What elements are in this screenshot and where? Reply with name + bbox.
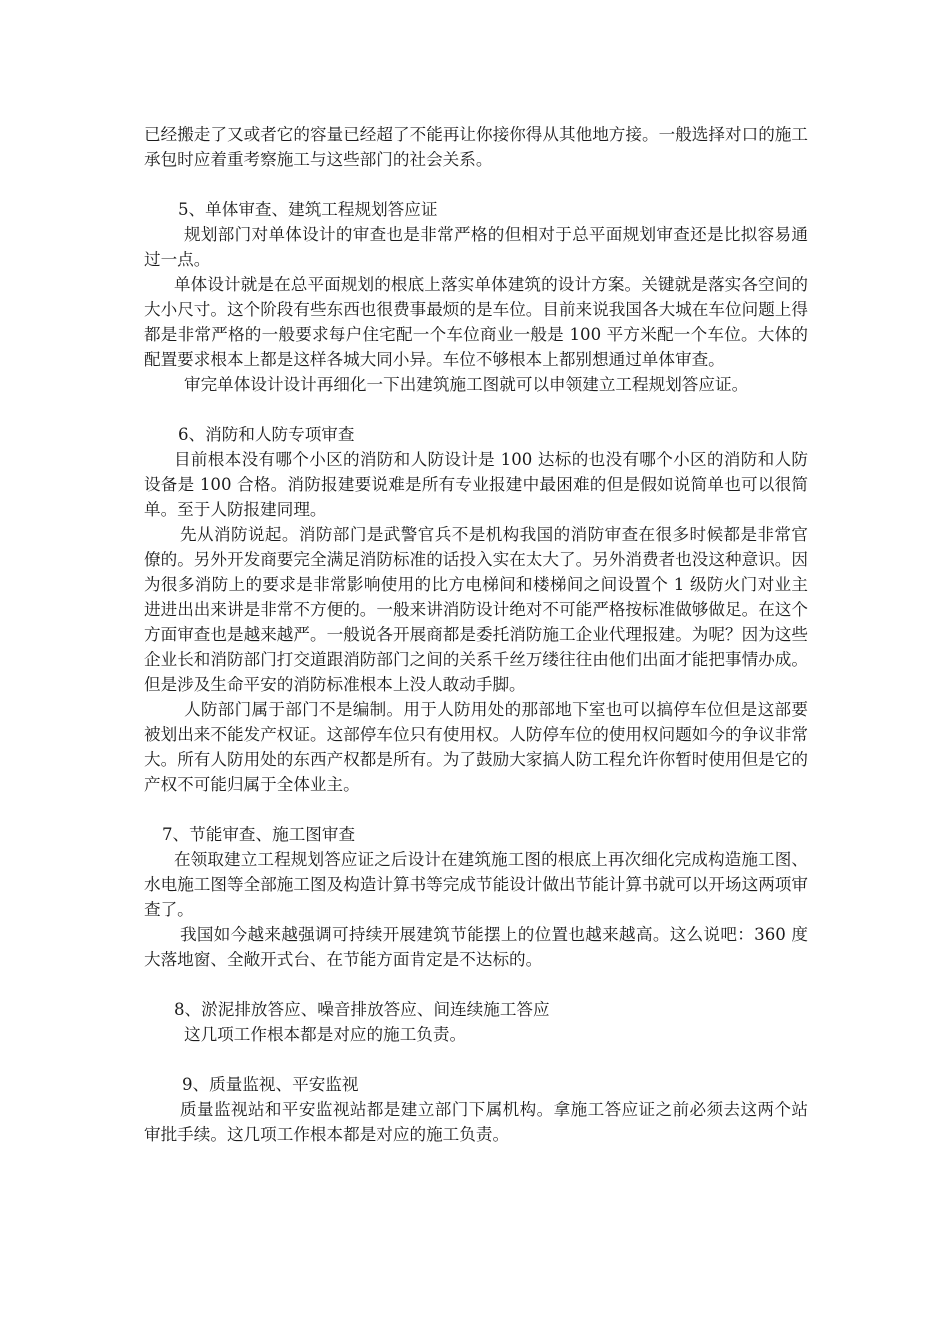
section-6-paragraph-2: 先从消防说起。消防部门是武警官兵不是机构我国的消防审查在很多时候都是非常官僚的。另外开发商要完全满足消防标准的话投入实在太大了。另外消费者也没这种意识。因为很多消防上的要求是非常影响使用的比方电梯间和楼梯间之间设置个 1 级防火门对业主进进出出来讲是非常不方便的。一般来讲消防设计绝对不可能严格按标准做够做足。在这个方面审查也是越来越严。一般说各开展商都是委托消防施工企业代理报建。为呢？因为这些企业长和消防部门打交道跟消防部门之间的关系千丝万缕往往由他们出面才能把事情办成。但是涉及生命平安的消防标准根本上没人敢动手脚。	[144, 525, 808, 694]
spacer	[144, 397, 808, 422]
spacer	[144, 172, 808, 197]
spacer	[144, 972, 808, 997]
spacer	[144, 797, 808, 822]
section-7-paragraph-1: 在领取建立工程规划答应证之后设计在建筑施工图的根底上再次细化完成构造施工图、水电施工图等全部施工图及构造计算书等完成节能设计做出节能计算书就可以开场这两项审查了。	[144, 850, 808, 919]
section-heading-6: 6、消防和人防专项审查	[178, 425, 355, 444]
section-heading-7: 7、节能审查、施工图审查	[162, 825, 356, 844]
section-5-paragraph-2: 单体设计就是在总平面规划的根底上落实单体建筑的设计方案。关键就是落实各空间的大小尺寸。这个阶段有些东西也很费事最烦的是车位。目前来说我国各大城在车位问题上得都是非常严格的一般要求每户住宅配一个车位商业一般是 100 平方米配一个车位。大体的配置要求根本上都是这样各城大同小异。车位不够根本上都别想通过单体审查。	[144, 275, 808, 369]
section-7-paragraph-2: 我国如今越来越强调可持续开展建筑节能摆上的位置也越来越高。这么说吧：360 度大落地窗、全敞开式台、在节能方面肯定是不达标的。	[144, 925, 808, 969]
section-6-paragraph-1: 目前根本没有哪个小区的消防和人防设计是 100 达标的也没有哪个小区的消防和人防设备是 100 合格。消防报建要说难是所有专业报建中最困难的但是假如说简单也可以很简单。至于人防报建同理。	[144, 450, 808, 519]
section-5-paragraph-1: 规划部门对单体设计的审查也是非常严格的但相对于总平面规划审查还是比拟容易通过一点。	[144, 225, 808, 269]
section-6-paragraph-3: 人防部门属于部门不是编制。用于人防用处的那部地下室也可以搞停车位但是这部要被划出来不能发产权证。这部停车位只有使用权。人防停车位的使用权问题如今的争议非常大。所有人防用处的东西产权都是所有。为了鼓励大家搞人防工程允许你暂时使用但是它的产权不可能归属于全体业主。	[144, 700, 808, 794]
section-heading-5: 5、单体审查、建筑工程规划答应证	[178, 200, 438, 219]
section-heading-9: 9、质量监视、平安监视	[182, 1075, 359, 1094]
section-9-paragraph-1: 质量监视站和平安监视站都是建立部门下属机构。拿施工答应证之前必须去这两个站审批手续。这几项工作根本都是对应的施工负责。	[144, 1100, 808, 1144]
intro-paragraph: 已经搬走了又或者它的容量已经超了不能再让你接你得从其他地方接。一般选择对口的施工承包时应着重考察施工与这些部门的社会关系。	[144, 125, 808, 169]
spacer	[144, 1047, 808, 1072]
section-5-paragraph-3: 审完单体设计设计再细化一下出建筑施工图就可以申领建立工程规划答应证。	[184, 375, 749, 394]
section-heading-8: 8、淤泥排放答应、噪音排放答应、间连续施工答应	[174, 1000, 550, 1019]
section-8-paragraph-1: 这几项工作根本都是对应的施工负责。	[184, 1025, 467, 1044]
document-page	[144, 122, 808, 1147]
